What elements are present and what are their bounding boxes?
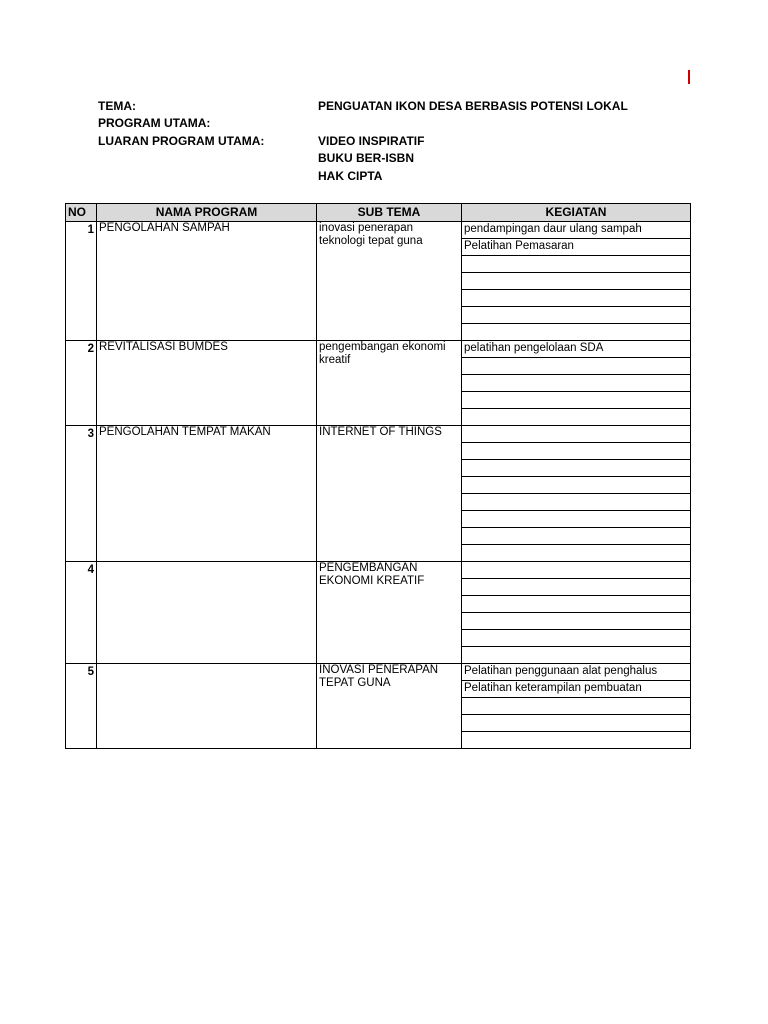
table-row	[66, 562, 691, 579]
kegiatan-cell: Pelatihan penggunaan alat penghalus	[462, 664, 691, 681]
luaran-value: HAK CIPTA	[318, 169, 383, 183]
kegiatan-cell: Pelatihan Pemasaran	[462, 239, 691, 256]
table-body	[66, 222, 691, 749]
kegiatan-cell	[462, 460, 691, 477]
kegiatan-cell	[462, 613, 691, 630]
column-header-no: NO	[66, 204, 97, 222]
kegiatan-cell	[462, 324, 691, 341]
column-header-nama-program: NAMA PROGRAM	[97, 204, 317, 222]
kegiatan-cell	[462, 647, 691, 664]
nama-program-cell: REVITALISASI BUMDES	[97, 341, 317, 426]
nama-program-cell	[97, 664, 317, 749]
row-number: 5	[66, 664, 97, 749]
luaran-label: LUARAN PROGRAM UTAMA:	[98, 134, 265, 148]
sub-tema-cell: pengembangan ekonomi kreatif	[317, 341, 462, 426]
table-row	[66, 426, 691, 443]
kegiatan-cell: pelatihan pengelolaan SDA	[462, 341, 691, 358]
kegiatan-cell	[462, 290, 691, 307]
kegiatan-cell: Pelatihan keterampilan pembuatan	[462, 681, 691, 698]
row-number: 1	[66, 222, 97, 341]
kegiatan-cell	[462, 630, 691, 647]
column-header-kegiatan: KEGIATAN	[462, 204, 691, 222]
table-row	[66, 341, 691, 358]
sub-tema-cell: INTERNET OF THINGS	[317, 426, 462, 562]
kegiatan-cell	[462, 358, 691, 375]
tema-label: TEMA:	[98, 99, 136, 113]
sub-tema-cell: PENGEMBANGAN EKONOMI KREATIF	[317, 562, 462, 664]
kegiatan-cell	[462, 477, 691, 494]
kegiatan-cell	[462, 528, 691, 545]
luaran-value: VIDEO INSPIRATIF	[318, 134, 425, 148]
luaran-value: BUKU BER-ISBN	[318, 151, 414, 165]
nama-program-cell	[97, 562, 317, 664]
kegiatan-cell	[462, 256, 691, 273]
table-row	[66, 222, 691, 239]
kegiatan-cell	[462, 545, 691, 562]
row-number: 2	[66, 341, 97, 426]
table-row	[66, 664, 691, 681]
kegiatan-cell: pendampingan daur ulang sampah	[462, 222, 691, 239]
kegiatan-cell	[462, 698, 691, 715]
row-number: 3	[66, 426, 97, 562]
kegiatan-cell	[462, 273, 691, 290]
kegiatan-cell	[462, 409, 691, 426]
kegiatan-cell	[462, 511, 691, 528]
nama-program-cell: PENGOLAHAN TEMPAT MAKAN	[97, 426, 317, 562]
sub-tema-cell: INOVASI PENERAPAN TEPAT GUNA	[317, 664, 462, 749]
kegiatan-cell	[462, 307, 691, 324]
kegiatan-cell	[462, 715, 691, 732]
program-utama-label: PROGRAM UTAMA:	[98, 116, 211, 130]
column-header-sub-tema: SUB TEMA	[317, 204, 462, 222]
kegiatan-cell	[462, 596, 691, 613]
red-cursor-mark	[688, 70, 690, 84]
kegiatan-cell	[462, 494, 691, 511]
kegiatan-cell	[462, 562, 691, 579]
tema-value: PENGUATAN IKON DESA BERBASIS POTENSI LOKAL	[318, 99, 628, 113]
row-number: 4	[66, 562, 97, 664]
kegiatan-cell	[462, 732, 691, 749]
kegiatan-cell	[462, 426, 691, 443]
sub-tema-cell: inovasi penerapan teknologi tepat guna	[317, 222, 462, 341]
nama-program-cell: PENGOLAHAN SAMPAH	[97, 222, 317, 341]
kegiatan-cell	[462, 443, 691, 460]
program-table	[65, 203, 691, 749]
kegiatan-cell	[462, 392, 691, 409]
table-header-row	[66, 204, 691, 222]
kegiatan-cell	[462, 375, 691, 392]
kegiatan-cell	[462, 579, 691, 596]
